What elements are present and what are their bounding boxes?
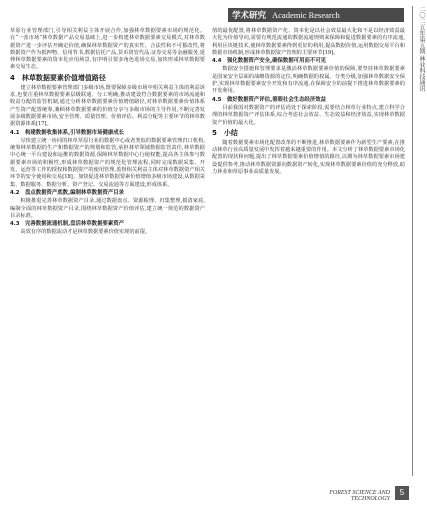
- paragraph: 数据安全措施和管理要求是激活林草数据要素价值的保障,要坚持林草数据要素是国家安全层面的战略资源的定位,明确数据的权属、分类分级,加强林草数据安全保护,实现林草数据要素安全开发和有序流通,在保障安全的前提下推进林草数据要素的开发利用。: [212, 66, 405, 95]
- paragraph: 随着数据要素市场化配置改革的不断推进,林草数据要素作为新型生产要素,在推动林草行业高质量发展中发挥着越来越重要的作用。本文分析了林草数据要素市场化配置的现状和问题,提出了林草数据要素价值增值的路径,以期为林草数据要素市场建设提供参考,推动林草数据资源向数据资产转化,实现林草数据要素价值的充分释放,助力林业和草原事业高质量发展。: [212, 139, 405, 176]
- paragraph: 目前我国对数据资产的评估尚处于探索阶段,需要结合林草行业特点,建立科学合理的林草数据资产评估体系,综合考虑社会效益、生态效益和经济效益,实现林草数据资产价值的最大化。: [212, 104, 405, 126]
- subsection-heading: 4.4 强化数据资产安全,确保数据可用而不可见: [212, 58, 327, 65]
- side-running-title: 二〇二五年第五期 林业科技通讯: [418, 6, 425, 92]
- section-title: 学术研究: [232, 10, 267, 20]
- subsection-heading: 4.2 盘点数据资产底数,编制林草数据资产目录: [10, 189, 125, 196]
- section-heading: 5 小结: [212, 128, 238, 137]
- subsection-heading: 4.1 构建数据收集体系,引导数据市场健康成长: [10, 129, 125, 136]
- right-column: [212, 28, 405, 176]
- section-title-en: Academic Research: [272, 10, 340, 20]
- paragraph: 值的最优配置,将林草数据资产化、资本化是以社会效益最大化和不是以经济效益最大化为价值导向,需要有规范流通的数据流通规则来保障和促进数据要素的有序流通,利用区块链技术,使林草数据要素得到更好的利用,提高数据价值,运用数据交易平台和数据市场机制,形成林草数据资产管理的主要环节[19]。: [212, 28, 405, 56]
- paragraph: 高效有序的数据流动才是林草数据要素价值实现的前提。: [20, 229, 151, 236]
- paragraph: 尽快建立统一协同的林草草原行业的数据中心或者类似的数据要素管理归口机构,统筹林草数据的生产和数据资产的规划和监管,承担林草领域数据监管责任,林草数据中心统一平台建设和运维的数据资源,保障林草数据中心行使权能,提高各主体参与数据要素市场的积极性,形成林草数据资产的规范化管理流程,同时完成数据采集、开发、运营等工作的授权和数据资产的使用管理,监督相关利益主体对林草数据资产相关环节的安全使用和交易[18]。加快促进林草数据要素价值增值多级市场建设,从数据采集、数据服务、数据分析、资产登记、交易流通等方面建设,形成体系。: [10, 137, 205, 188]
- section-heading: 4 林草数据要素价值增值路径: [10, 73, 106, 82]
- subsection-heading: 4.3 完善数据流通机制,盘活林草数据要素资产: [10, 221, 125, 228]
- paragraph: 草原行业管理部门,引导相关利益主体开展合作,加强林草数据要素市场的规范化。在“一张市场”林草数据产品交易基础上,进一步构建林草数据要素交易模式,对林草数据资产进一步评估开确定价值,确保林草数据资产的真实性、合法性和不可篡改性,将数据资产作为抵押物、信用背书,数据信托产品,货币资管代品,证券交易等金融服务,延伸林草数据要素的资本化应用场景,有序明引要多角色进场交易,加快形成林草数据要素交易生态。: [10, 28, 205, 71]
- side-divider: [412, 6, 413, 476]
- subsection-heading: 4.5 做好数据资产评估,着眼社会生态经济效益: [212, 96, 327, 103]
- paragraph: 积极推进完善林草数据资产目录,通过数据盘点、资源梳理、归集整理,摸清家底,编制全面的林草数据资产目录,围绕林草数据资产价值评估,建立统一规范的数据资产目录标准。: [10, 198, 205, 219]
- left-column: [10, 28, 205, 237]
- page-number: 5: [395, 486, 409, 500]
- section-header: [228, 8, 404, 22]
- journal-footer: FOREST SCIENCE AND TECHNOLOGY: [329, 490, 390, 502]
- paragraph: 建立林草数据要素管理部门多级市场,既要保障多级市场中相关利益主体的利益诉求,也要注重林草数据要素层级联通、分工明确,推动建设符合数据要素的市场流通和收益分配的监管机制,通过分析林草数据要素价值增值路径,对林草数据要素价值体系产生资产配置统筹,兼顾林草数据要素的价值分享与多级市场的主导作用,不断完善发展多级数据要素市场,安全管理、质量管理、价值评估、利益分配等主要环节的林草数据资源体系[17]。: [10, 84, 205, 128]
